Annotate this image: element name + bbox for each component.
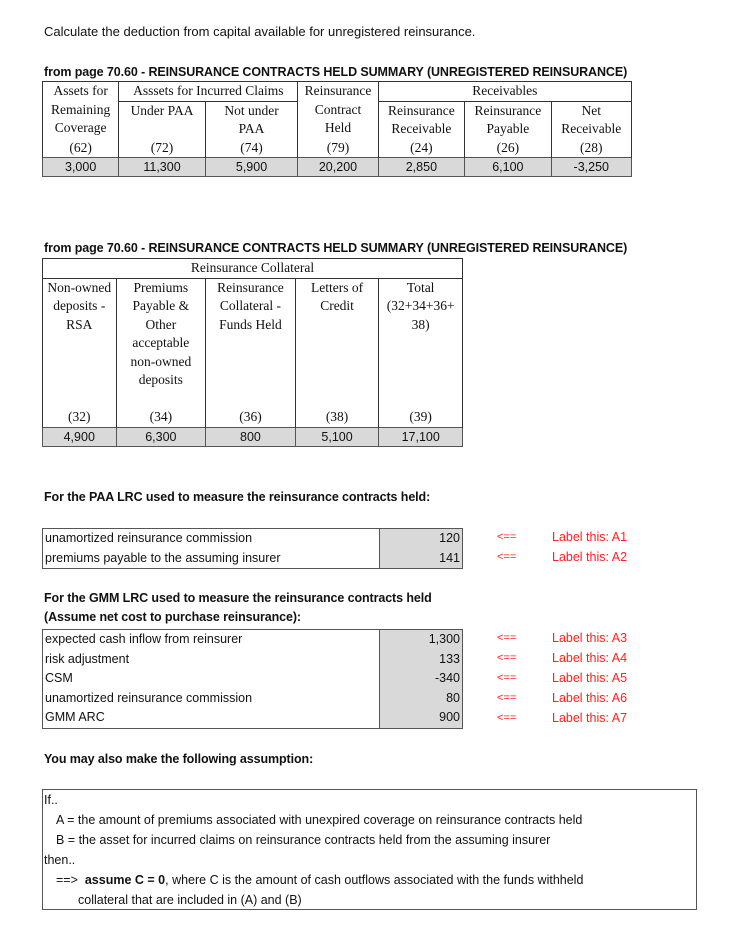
table1-heading: from page 70.60 - REINSURANCE CONTRACTS HELD SUMMARY (UNREGISTERED REINSURANCE) [44,65,628,79]
paa-heading: For the PAA LRC used to measure the reinsurance contracts held: [44,490,431,504]
col-not-under-paa: Not under PAA [205,101,298,139]
code-cell: (74) [205,139,298,158]
assumption-box [42,789,697,910]
code-cell: (32) [43,408,117,427]
code-cell: (38) [295,408,379,427]
assumption-heading: You may also make the following assumption: [44,752,314,766]
value-cell[interactable]: 800 [206,427,296,446]
table2 [42,258,463,447]
gmm-table [42,629,463,729]
table1 [42,81,632,177]
col-total: Total (32+34+36+ 38) [379,278,463,408]
value-cell[interactable]: 2,850 [378,158,464,177]
label-note-a3: Label this: A3 [552,631,628,645]
row-label: risk adjustment [43,650,380,670]
row-label: CSM [43,669,380,689]
row-label: unamortized reinsurance commission [43,529,380,549]
code-cell: (62) [43,139,119,158]
left-arrow-icon: <== [497,531,517,543]
label-note-a6: Label this: A6 [552,691,628,705]
assumption-rest: , where C is the amount of cash outflows associated with the funds withheld [165,873,584,887]
row-value[interactable]: 141 [380,549,463,569]
code-cell: (24) [378,139,464,158]
col-funds-held: Reinsurance Collateral - Funds Held [206,278,296,408]
assumption-bold: assume C = 0 [84,873,166,887]
left-arrow-icon: <== [497,551,517,563]
b-definition: B = the asset for incurred claims on reinsurance contracts held from the assuming insurer [56,833,551,847]
row-label: unamortized reinsurance commission [43,689,380,709]
code-cell: (72) [119,139,205,158]
value-cell[interactable]: 11,300 [119,158,205,177]
value-cell[interactable]: -3,250 [551,158,631,177]
value-cell[interactable]: 6,100 [465,158,551,177]
value-cell[interactable]: 6,300 [116,427,206,446]
value-cell[interactable]: 5,100 [295,427,379,446]
code-cell: (34) [116,408,206,427]
left-arrow-icon: <== [497,672,517,684]
row-value[interactable]: 1,300 [380,630,463,650]
label-note-a7: Label this: A7 [552,711,628,725]
col-reins-receivable: Reinsurance Receivable [378,101,464,139]
intro-text: Calculate the deduction from capital available for unregistered reinsurance. [44,24,476,39]
left-arrow-icon: <== [497,692,517,704]
col-under-paa: Under PAA [119,101,205,139]
col-net-receivable: Net Receivable [551,101,631,139]
paa-row-a2 [43,549,463,569]
gmm-heading: For the GMM LRC used to measure the reinsurance contracts held [44,591,432,605]
if-text: If.. [44,793,58,807]
row-label: expected cash inflow from reinsurer [43,630,380,650]
a-definition: A = the amount of premiums associated with unexpired coverage on reinsurance contracts held [56,813,583,827]
value-cell[interactable]: 20,200 [298,158,378,177]
col-contract-held: Reinsurance Contract Held [298,82,378,139]
code-cell: (28) [551,139,631,158]
label-note-a4: Label this: A4 [552,651,628,665]
col-nonowned-rsa: Non-owned deposits - RSA [43,278,117,408]
group-incurred-claims: Asssets for Incurred Claims [119,82,298,102]
code-cell: (36) [206,408,296,427]
value-cell[interactable]: 3,000 [43,158,119,177]
gmm-subheading: (Assume net cost to purchase reinsurance): [44,610,301,624]
col-premiums-payable: Premiums Payable & Other acceptable non-owned deposits [116,278,206,408]
code-cell: (26) [465,139,551,158]
left-arrow-icon: <== [497,652,517,664]
left-arrow-icon: <== [497,632,517,644]
row-label: premiums payable to the assuming insurer [43,549,380,569]
value-cell[interactable]: 4,900 [43,427,117,446]
code-cell: (39) [379,408,463,427]
col-letters-of-credit: Letters of Credit [295,278,379,408]
row-label: GMM ARC [43,708,380,728]
code-cell: (79) [298,139,378,158]
value-cell[interactable]: 17,100 [379,427,463,446]
col-assets-remaining: Assets for Remaining Coverage [43,82,119,139]
paa-row-a1 [43,529,463,549]
group-reinsurance-collateral: Reinsurance Collateral [43,259,463,279]
right-arrow-icon: ==> [56,873,78,887]
table2-heading: from page 70.60 - REINSURANCE CONTRACTS HELD SUMMARY (UNREGISTERED REINSURANCE) [44,241,628,255]
conclusion-line [44,870,696,890]
paa-table [42,528,463,569]
row-value[interactable]: 900 [380,708,463,728]
label-note-a5: Label this: A5 [552,671,628,685]
then-text: then.. [44,853,76,867]
row-value[interactable]: 120 [380,529,463,549]
value-cell[interactable]: 5,900 [205,158,298,177]
group-receivables: Receivables [378,82,631,102]
row-value[interactable]: 80 [380,689,463,709]
row-value[interactable]: -340 [380,669,463,689]
row-value[interactable]: 133 [380,650,463,670]
left-arrow-icon: <== [497,712,517,724]
label-note-a2: Label this: A2 [552,550,628,564]
label-note-a1: Label this: A1 [552,530,628,544]
conclusion-continuation: collateral that are included in (A) and (B) [78,893,302,907]
col-reins-payable: Reinsurance Payable [465,101,551,139]
